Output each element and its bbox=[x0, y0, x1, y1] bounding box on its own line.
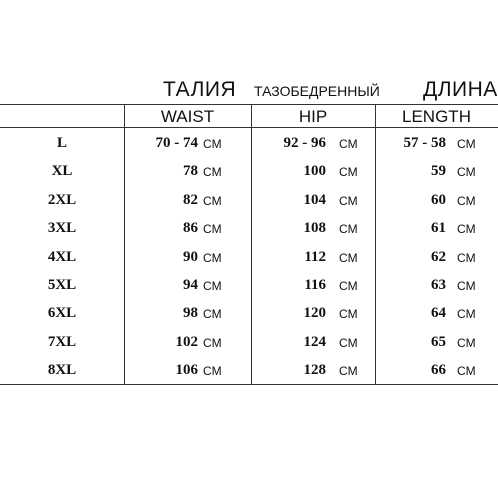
hip-title-ru: ТАЗОБЕДРЕННЫЙ bbox=[254, 83, 380, 99]
table-row bbox=[0, 327, 498, 356]
waist-value: 78 bbox=[183, 163, 198, 180]
unit-label: CM bbox=[203, 307, 222, 322]
table-row bbox=[0, 355, 498, 384]
length-value: 63 bbox=[431, 277, 446, 293]
size-cell: L bbox=[56, 135, 67, 151]
unit-label: CM bbox=[203, 250, 222, 265]
length-value: 61 bbox=[431, 220, 446, 237]
table-row bbox=[0, 156, 498, 185]
hip-value: 108 bbox=[303, 220, 326, 237]
size-cell: 4XL bbox=[47, 248, 77, 265]
size-cell: XL bbox=[51, 163, 73, 180]
table-row bbox=[0, 128, 498, 157]
waist-value: 98 bbox=[183, 305, 198, 322]
length-value: 59 bbox=[431, 163, 446, 180]
size-cell: 2XL bbox=[47, 191, 77, 208]
unit-label: CM bbox=[203, 279, 222, 293]
table-row bbox=[0, 270, 498, 299]
unit-label: CM bbox=[457, 279, 476, 293]
hip-value: 120 bbox=[303, 305, 326, 322]
unit-label: CM bbox=[339, 335, 358, 350]
unit-label: CM bbox=[203, 364, 222, 379]
unit-label: CM bbox=[457, 165, 476, 180]
unit-label: CM bbox=[457, 222, 476, 237]
unit-label: CM bbox=[203, 165, 222, 180]
length-value: 62 bbox=[431, 248, 446, 265]
waist-value: 94 bbox=[183, 277, 198, 293]
length-title-ru: ДЛИНА bbox=[423, 78, 498, 101]
unit-label: CM bbox=[203, 137, 222, 151]
table-row bbox=[0, 298, 498, 327]
unit-label: CM bbox=[203, 335, 222, 350]
header-hip: HIP bbox=[298, 107, 328, 126]
unit-label: CM bbox=[457, 250, 476, 265]
size-cell: 5XL bbox=[47, 277, 77, 293]
waist-value: 82 bbox=[183, 191, 198, 208]
unit-label: CM bbox=[339, 222, 358, 237]
unit-label: CM bbox=[457, 307, 476, 322]
size-cell: 7XL bbox=[47, 333, 77, 350]
hip-value: 124 bbox=[303, 333, 326, 350]
size-cell: 6XL bbox=[47, 305, 77, 322]
hip-value: 104 bbox=[303, 191, 326, 208]
waist-value: 106 bbox=[175, 362, 198, 379]
hip-value: 112 bbox=[304, 248, 326, 265]
waist-value: 102 bbox=[175, 333, 198, 350]
unit-label: CM bbox=[203, 222, 222, 237]
unit-label: CM bbox=[339, 193, 358, 208]
size-cell: 8XL bbox=[47, 362, 77, 379]
length-value: 57 - 58 bbox=[403, 135, 446, 151]
waist-value: 70 - 74 bbox=[155, 135, 198, 151]
unit-label: CM bbox=[339, 165, 358, 180]
length-value: 66 bbox=[431, 362, 446, 379]
table-row bbox=[0, 242, 498, 271]
unit-label: CM bbox=[339, 250, 358, 265]
unit-label: CM bbox=[339, 307, 358, 322]
hip-value: 116 bbox=[304, 277, 326, 293]
unit-label: CM bbox=[457, 193, 476, 208]
unit-label: CM bbox=[339, 279, 358, 293]
unit-label: CM bbox=[339, 364, 358, 379]
hip-value: 92 - 96 bbox=[283, 135, 326, 151]
length-value: 64 bbox=[431, 305, 446, 322]
unit-label: CM bbox=[457, 364, 476, 379]
hip-value: 100 bbox=[303, 163, 326, 180]
hip-value: 128 bbox=[303, 362, 326, 379]
size-cell: 3XL bbox=[47, 220, 77, 237]
unit-label: CM bbox=[339, 137, 358, 151]
length-value: 60 bbox=[431, 191, 446, 208]
waist-title-ru: ТАЛИЯ bbox=[163, 78, 237, 101]
header-waist: WAIST bbox=[160, 107, 215, 126]
header-length: LENGTH bbox=[402, 107, 471, 126]
length-value: 65 bbox=[431, 333, 446, 350]
waist-value: 90 bbox=[183, 248, 198, 265]
size-table bbox=[0, 104, 498, 385]
unit-label: CM bbox=[457, 137, 476, 151]
waist-value: 86 bbox=[183, 220, 198, 237]
table-row bbox=[0, 185, 498, 214]
unit-label: CM bbox=[457, 335, 476, 350]
unit-label: CM bbox=[203, 193, 222, 208]
table-row bbox=[0, 213, 498, 242]
